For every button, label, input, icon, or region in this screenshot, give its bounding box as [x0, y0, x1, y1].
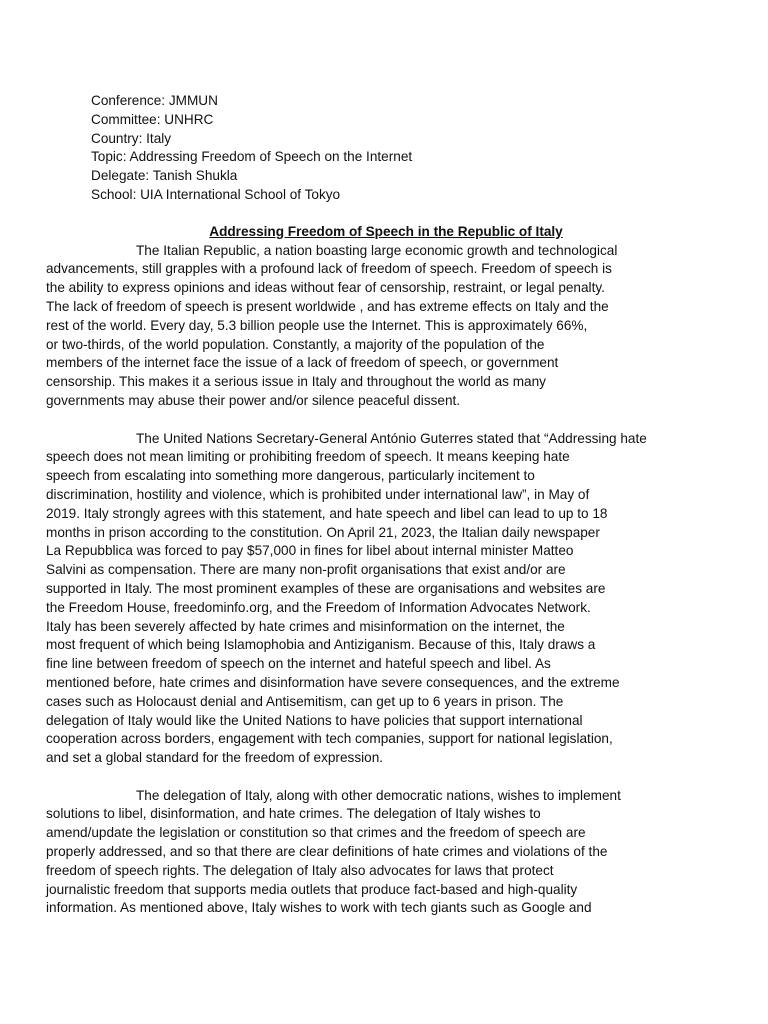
- delegate-line: Delegate: Tanish Shukla: [91, 168, 238, 184]
- paragraph-line: the ability to express opinions and ideas without fear of censorship, restraint, or legal penalty.: [46, 280, 605, 296]
- country-line: Country: Italy: [91, 130, 172, 146]
- paragraph-line: The delegation of Italy, along with other democratic nations, wishes to implement: [136, 787, 621, 803]
- body-paragraph: [46, 242, 681, 411]
- paragraph-line: governments may abuse their power and/or silence peaceful dissent.: [46, 392, 461, 408]
- paragraph-line: rest of the world. Every day, 5.3 billion people use the Internet. This is approximately 66%,: [46, 317, 588, 333]
- paragraph-line: mentioned before, hate crimes and disinformation have severe consequences, and the extreme: [46, 674, 620, 690]
- paragraph-line: fine line between freedom of speech on the internet and hateful speech and libel. As: [46, 656, 551, 672]
- paragraph-line: Salvini as compensation. There are many non-profit organisations that exist and/or are: [46, 562, 566, 578]
- paragraph-line: months in prison according to the constitution. On April 21, 2023, the Italian daily newspaper: [46, 524, 600, 540]
- paragraph-line: The United Nations Secretary-General António Guterres stated that “Addressing hate: [136, 430, 647, 446]
- paragraph-line: Italy has been severely affected by hate crimes and misinformation on the internet, the: [46, 618, 565, 634]
- committee-line: Committee: UNHRC: [91, 111, 214, 127]
- paragraph-line: The Italian Republic, a nation boasting large economic growth and technological: [136, 242, 618, 258]
- paragraph-line: cases such as Holocaust denial and Antisemitism, can get up to 6 years in prison. The: [46, 693, 564, 709]
- paragraph-line: and set a global standard for the freedom of expression.: [46, 750, 384, 766]
- paragraph-line: La Repubblica was forced to pay $57,000 in fines for libel about internal minister Matteo: [46, 543, 574, 559]
- paragraph-line: amend/update the legislation or constitution so that crimes and the freedom of speech are: [46, 825, 586, 841]
- body-paragraph: [46, 430, 681, 768]
- paragraph-line: speech does not mean limiting or prohibiting freedom of speech. It means keeping hate: [46, 449, 570, 465]
- paragraph-line: supported in Italy. The most prominent examples of these are organisations and websites are: [46, 580, 606, 596]
- paragraph-line: properly addressed, and so that there are clear definitions of hate crimes and violations of the: [46, 844, 608, 860]
- document-page: [46, 92, 681, 918]
- paragraph-line: The lack of freedom of speech is present worldwide , and has extreme effects on Italy and the: [46, 298, 609, 314]
- paragraph-line: most frequent of which being Islamophobia and Antiziganism. Because of this, Italy draws a: [46, 637, 596, 653]
- document-body: [46, 242, 681, 919]
- paragraph-line: or two-thirds, of the world population. Constantly, a majority of the population of the: [46, 336, 545, 352]
- school-line: School: UIA International School of Tokyo: [91, 186, 341, 202]
- paragraph-line: cooperation across borders, engagement with tech companies, support for national legislation,: [46, 731, 613, 747]
- paragraph-line: discrimination, hostility and violence, which is prohibited under international law”, in May of: [46, 486, 590, 502]
- paragraph-line: freedom of speech rights. The delegation of Italy also advocates for laws that protect: [46, 862, 554, 878]
- paragraph-line: advancements, still grapples with a profound lack of freedom of speech. Freedom of speech is: [46, 261, 612, 277]
- topic-line: Topic: Addressing Freedom of Speech on the Internet: [91, 149, 413, 165]
- paragraph-line: information. As mentioned above, Italy wishes to work with tech giants such as Google and: [46, 900, 592, 916]
- document-header: [91, 92, 681, 205]
- paragraph-line: the Freedom House, freedominfo.org, and the Freedom of Information Advocates Network.: [46, 599, 591, 615]
- paragraph-line: solutions to libel, disinformation, and hate crimes. The delegation of Italy wishes to: [46, 806, 541, 822]
- paragraph-line: members of the internet face the issue of a lack of freedom of speech, or government: [46, 355, 559, 371]
- paragraph-line: speech from escalating into something more dangerous, particularly incitement to: [46, 468, 535, 484]
- paragraph-line: censorship. This makes it a serious issue in Italy and throughout the world as many: [46, 374, 546, 390]
- conference-line: Conference: JMMUN: [91, 93, 218, 108]
- paragraph-line: delegation of Italy would like the United Nations to have policies that support international: [46, 712, 583, 728]
- paragraph-line: 2019. Italy strongly agrees with this statement, and hate speech and libel can lead to up to 18: [46, 505, 608, 521]
- body-paragraph: [46, 787, 681, 919]
- document-title: Addressing Freedom of Speech in the Republic of Italy: [209, 223, 563, 239]
- paragraph-line: journalistic freedom that supports media outlets that produce fact-based and high-quality: [46, 881, 578, 897]
